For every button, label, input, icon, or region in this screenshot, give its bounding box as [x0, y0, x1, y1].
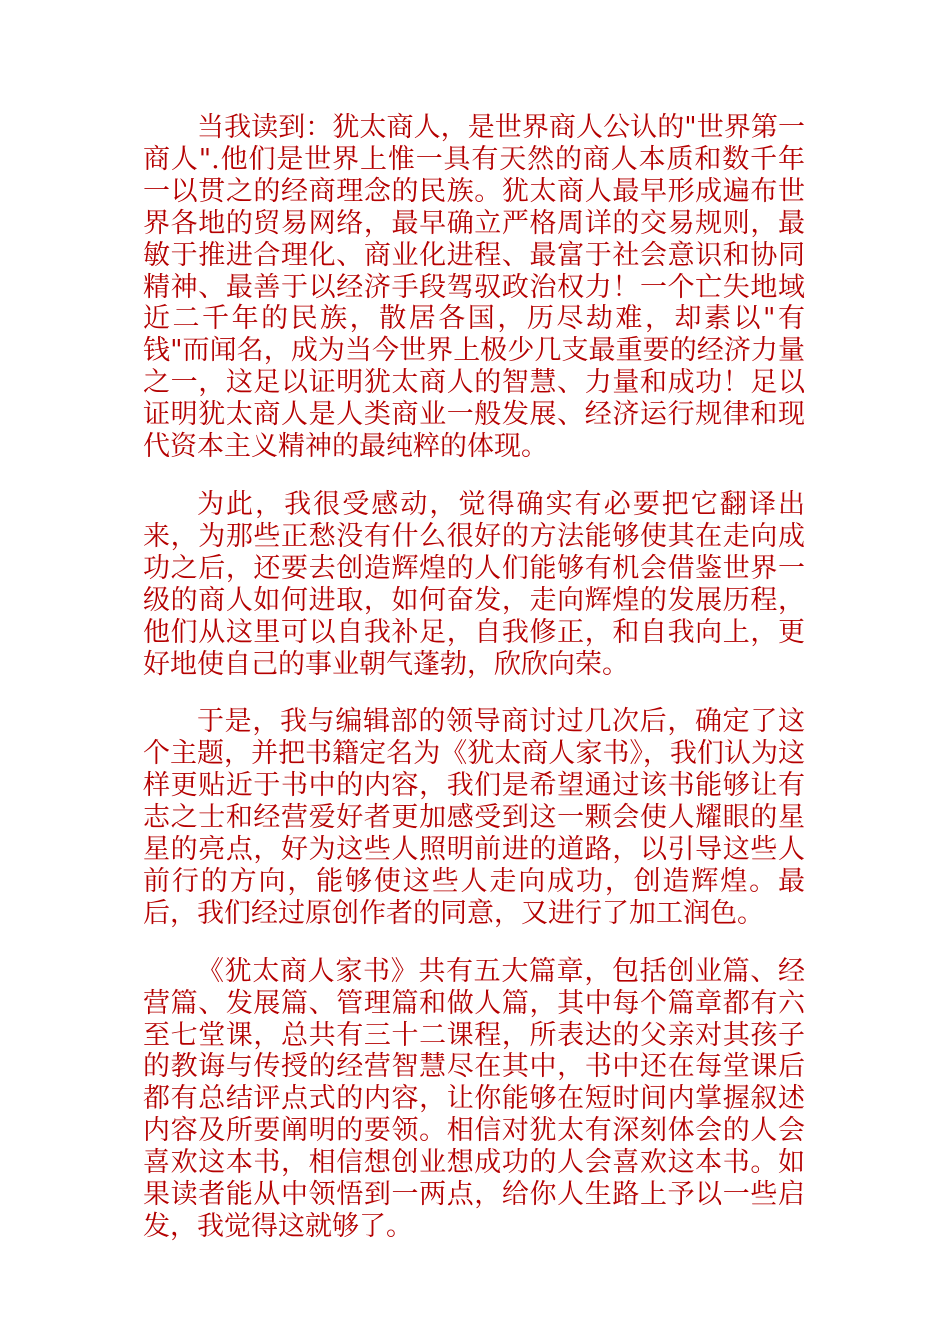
document-page	[143, 112, 805, 1269]
paragraph-1: 当我读到：犹太商人，是世界商人公认的"世界第一商人".他们是世界上惟一具有天然的商人本质和数千年一以贯之的经商理念的民族。犹太商人最早形成遍布世界各地的贸易网络，最早确立严格周详的交易规则，最敏于推进合理化、商业化进程、最富于社会意识和协同精神、最善于以经济手段驾驭政治权力！一个亡失地域近二千年的民族，散居各国，历尽劫难，却素以"有钱"而闻名，成为当今世界上极少几支最重要的经济力量之一，这足以证明犹太商人的智慧、力量和成功！足以证明犹太商人是人类商业一般发展、经济运行规律和现代资本主义精神的最纯粹的体现。	[143, 112, 805, 463]
paragraph-4: 《犹太商人家书》共有五大篇章，包括创业篇、经营篇、发展篇、管理篇和做人篇，其中每个篇章都有六至七堂课，总共有三十二课程，所表达的父亲对其孩子的教诲与传授的经营智慧尽在其中，书中还在每堂课后都有总结评点式的内容，让你能够在短时间内掌握叙述内容及所要阐明的要领。相信对犹太有深刻体会的人会喜欢这本书，相信想创业想成功的人会喜欢这本书。如果读者能从中领悟到一两点，给你人生路上予以一些启发，我觉得这就够了。	[143, 955, 805, 1242]
paragraph-2: 为此，我很受感动，觉得确实有必要把它翻译出来，为那些正愁没有什么很好的方法能够使其在走向成功之后，还要去创造辉煌的人们能够有机会借鉴世界一级的商人如何进取，如何奋发，走向辉煌的发展历程，他们从这里可以自我补足，自我修正，和自我向上，更好地使自己的事业朝气蓬勃，欣欣向荣。	[143, 488, 805, 680]
paragraph-3: 于是，我与编辑部的领导商讨过几次后，确定了这个主题，并把书籍定名为《犹太商人家书》，我们认为这样更贴近于书中的内容，我们是希望通过该书能够让有志之士和经营爱好者更加感受到这一颗会使人耀眼的星星的亮点，好为这些人照明前进的道路，以引导这些人前行的方向，能够使这些人走向成功，创造辉煌。最后，我们经过原创作者的同意，又进行了加工润色。	[143, 706, 805, 929]
